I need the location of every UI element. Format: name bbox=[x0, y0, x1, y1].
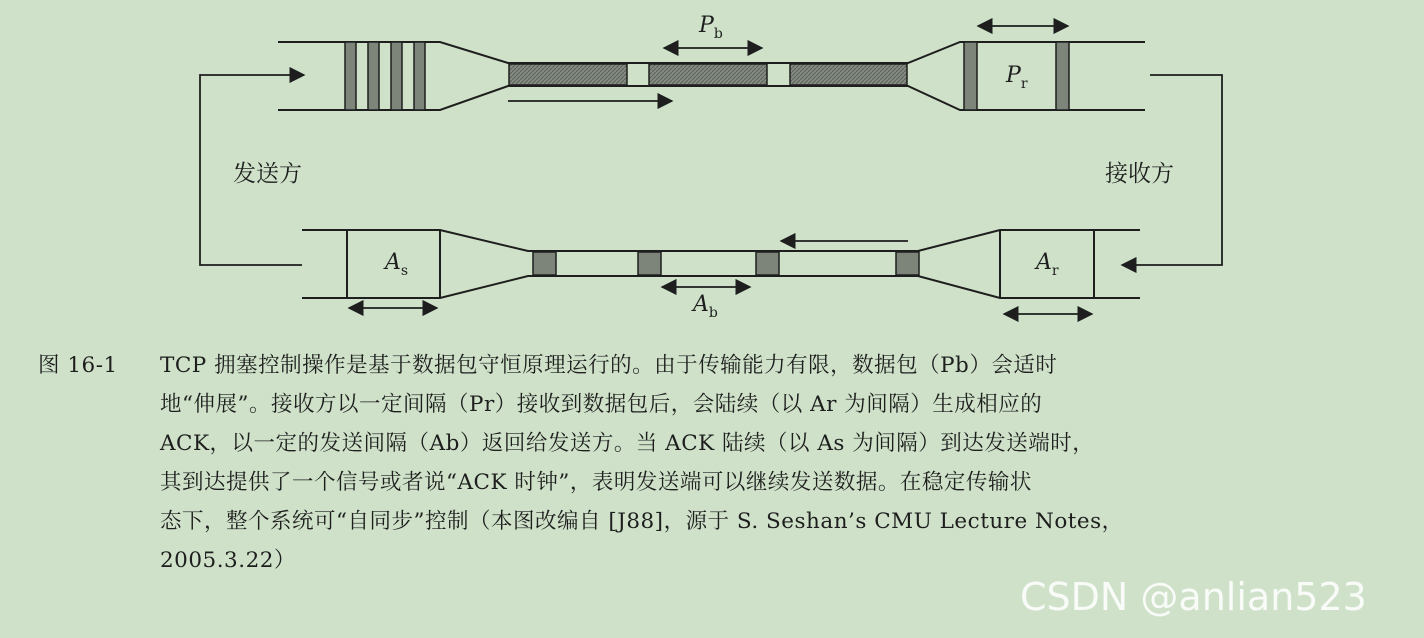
caption-line: 地“伸展”。接收方以一定间隔（Pr）接收到数据包后，会陆续（以 Ar 为间隔）生成相应的 bbox=[160, 392, 1043, 417]
bottleneck-packets bbox=[509, 64, 907, 85]
figure-number: 图 16-1 bbox=[38, 353, 118, 378]
caption-text bbox=[160, 346, 1400, 580]
caption-line: 态下，整个系统可“自同步”控制（本图改编自 [J88]，源于 S. Seshan’s CMU Lecture Notes， bbox=[160, 509, 1124, 534]
pr-label: $P_r$ bbox=[1006, 63, 1028, 92]
ar-label: $A_r$ bbox=[1036, 250, 1059, 279]
caption-line: TCP 拥塞控制操作是基于数据包守恒原理运行的。由于传输能力有限，数据包（Pb）会适时 bbox=[160, 353, 1058, 378]
caption-line: ACK，以一定的发送间隔（Ab）返回给发送方。当 ACK 陆续（以 As 为间隔）到达发送端时， bbox=[160, 431, 1095, 456]
receiver-label: 接收方 bbox=[1105, 161, 1174, 187]
csdn-watermark: CSDN @anlian523 bbox=[1020, 575, 1367, 619]
caption-line: 其到达提供了一个信号或者说“ACK 时钟”，表明发送端可以继续发送数据。在稳定传输状 bbox=[160, 470, 1032, 495]
sender-label: 发送方 bbox=[233, 161, 302, 187]
caption-line: 2005.3.22） bbox=[160, 548, 296, 573]
sender-queue-packets bbox=[345, 42, 425, 110]
as-label: $A_s$ bbox=[385, 250, 409, 279]
ab-label: $A_b$ bbox=[693, 292, 718, 321]
ack-packets bbox=[533, 252, 919, 275]
pb-label: $P_b$ bbox=[699, 13, 723, 42]
